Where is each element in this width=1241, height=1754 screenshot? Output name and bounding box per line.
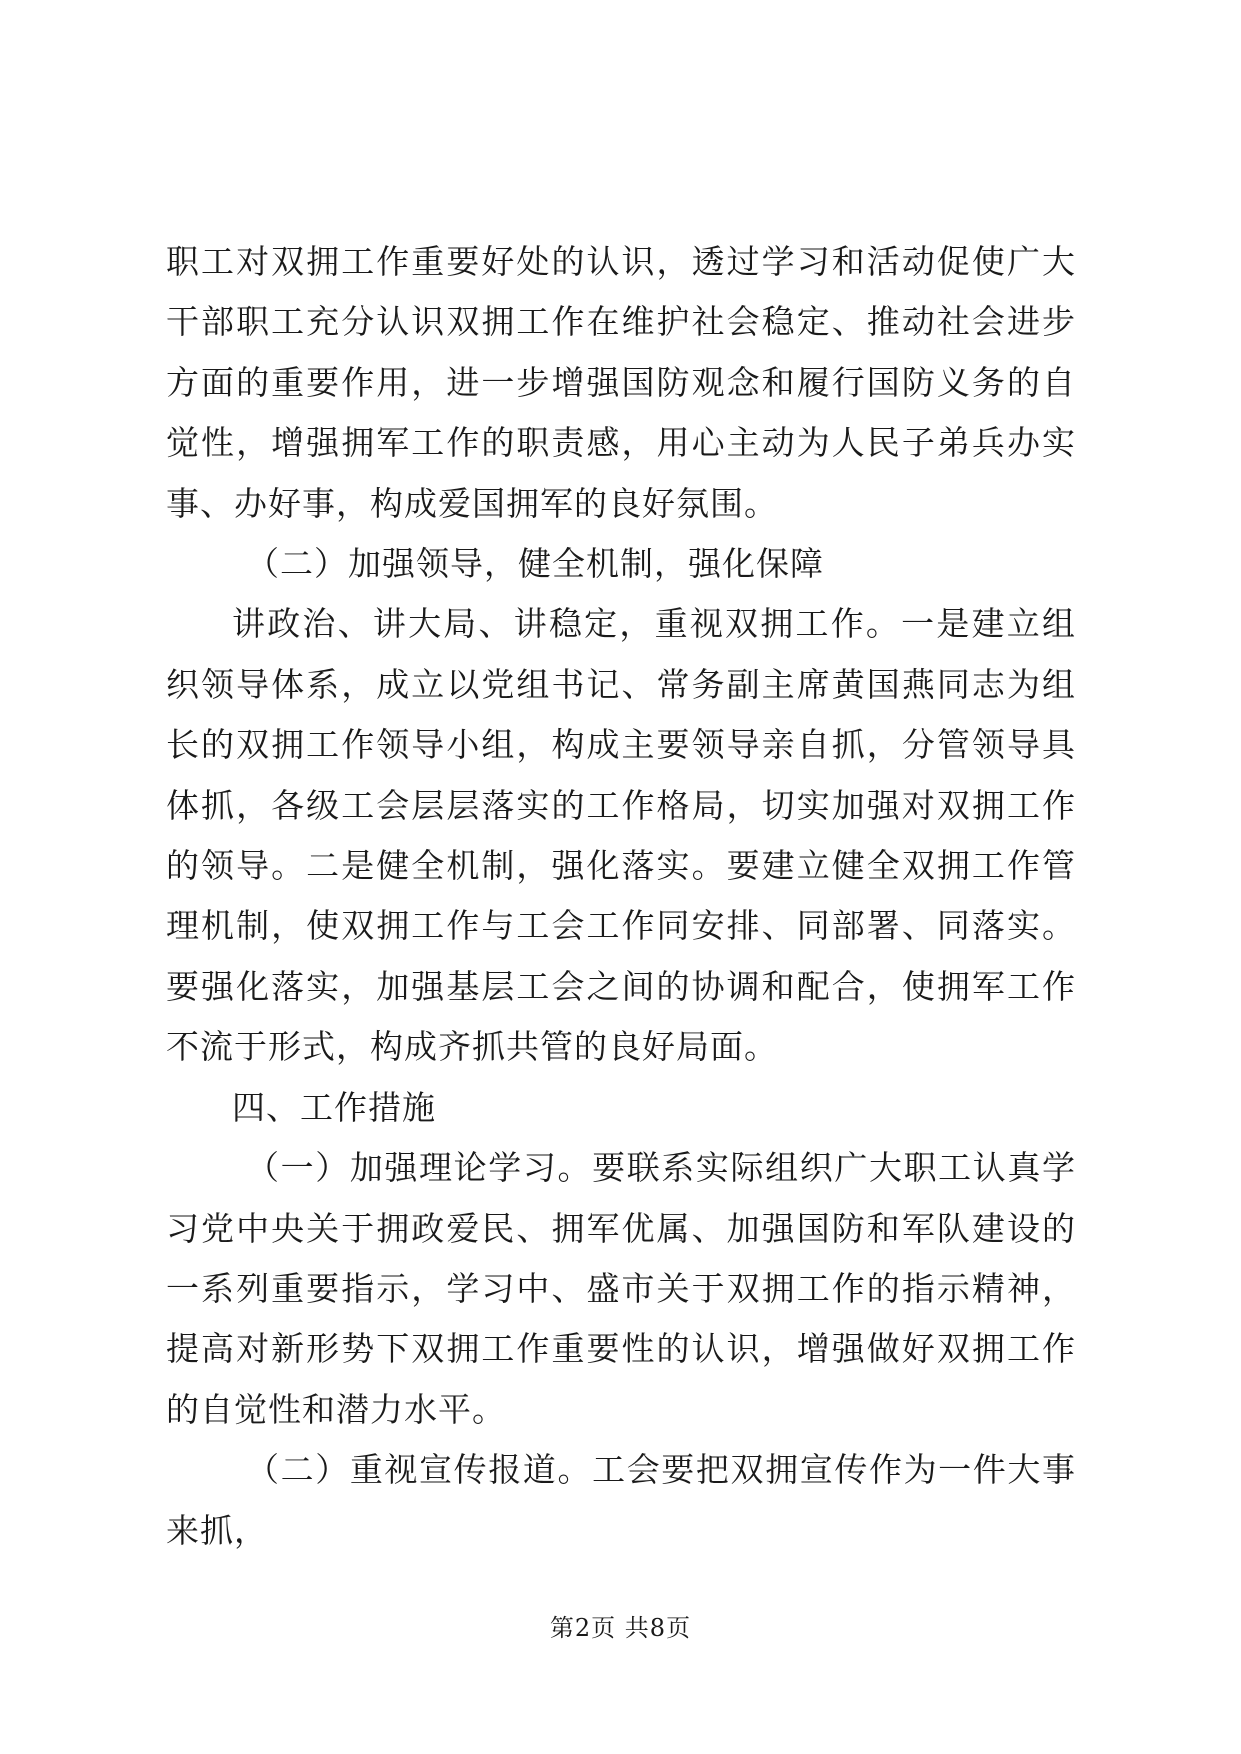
section-heading-measures: 四、工作措施: [232, 1087, 436, 1127]
document-body: [166, 232, 1076, 1561]
paragraph-leadership: 讲政治、讲大局、讲稳定，重视双拥工作。一是建立组织领导体系，成立以党组书记、常务副主席黄国燕同志为组长的双拥工作领导小组，构成主要领导亲自抓，分管领导具体抓，各级工会层层落实的工作格局，切实加强对双拥工作的领导。二是健全机制，强化落实。要建立健全双拥工作管理机制，使双拥工作与工会工作同安排、同部署、同落实。要强化落实，加强基层工会之间的协调和配合，使拥军工作不流于形式，构成齐抓共管的良好局面。: [166, 604, 1076, 1067]
paragraph-publicity: （二）重视宣传报道。工会要把双拥宣传作为一件大事来抓，: [166, 1450, 1076, 1550]
page-number-footer: 第2页 共8页: [549, 1614, 692, 1642]
section-heading-leadership: （二）加强领导，健全机制，强化保障: [246, 544, 824, 584]
paragraph-continuation: 职工对双拥工作重要好处的认识，透过学习和活动促使广大干部职工充分认识双拥工作在维护社会稳定、推动社会进步方面的重要作用，进一步增强国防观念和履行国防义务的自觉性，增强拥军工作的职责感，用心主动为人民子弟兵办实事、办好事，构成爱国拥军的良好氛围。: [166, 242, 1076, 523]
paragraph-theory-study: （一）加强理论学习。要联系实际组织广大职工认真学习党中央关于拥政爱民、拥军优属、加强国防和军队建设的一系列重要指示，学习中、盛市关于双拥工作的指示精神，提高对新形势下双拥工作重要性的认识，增强做好双拥工作的自觉性和潜力水平。: [166, 1148, 1076, 1429]
